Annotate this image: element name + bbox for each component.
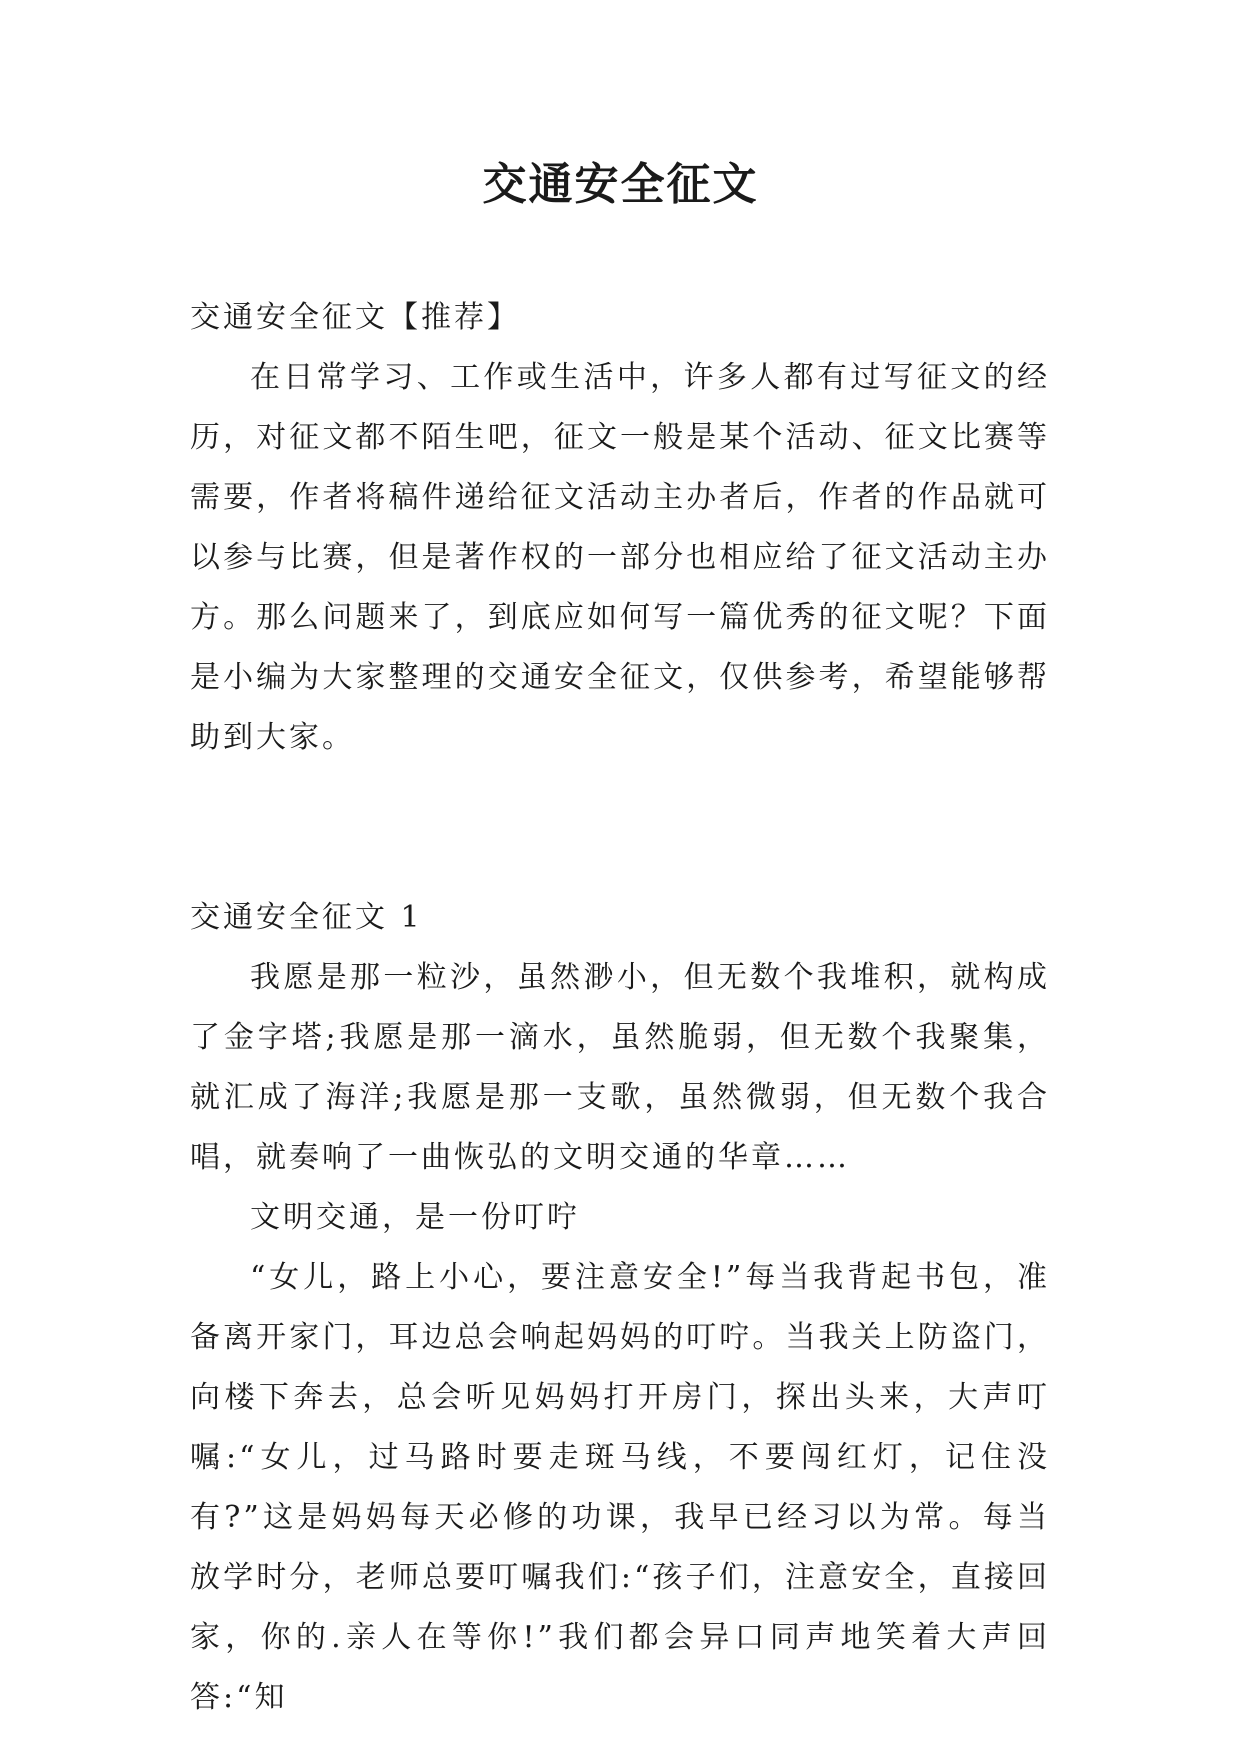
intro-heading: 交通安全征文【推荐】 xyxy=(190,300,520,335)
section-1-paragraph-2: 文明交通，是一份叮咛 xyxy=(250,1200,580,1235)
document-body xyxy=(190,288,1050,1728)
intro-paragraph: 在日常学习、工作或生活中，许多人都有过写征文的经历，对征文都不陌生吧，征文一般是某个活动、征文比赛等需要，作者将稿件递给征文活动主办者后，作者的作品就可以参与比赛，但是著作权的一部分也相应给了征文活动主办方。那么问题来了，到底应如何写一篇优秀的征文呢？下面是小编为大家整理的交通安全征文，仅供参考，希望能够帮助到大家。 xyxy=(190,360,1050,755)
section-1-paragraph-3: “女儿，路上小心，要注意安全!”每当我背起书包，准备离开家门，耳边总会响起妈妈的叮咛。当我关上防盗门，向楼下奔去，总会听见妈妈打开房门，探出头来，大声叮嘱:“女儿，过马路时要走斑马线，不要闯红灯，记住没有?”这是妈妈每天必修的功课，我早已经习以为常。每当放学时分，老师总要叮嘱我们:“孩子们，注意安全，直接回家，你的.亲人在等你!”我们都会异口同声地笑着大声回答:“知 xyxy=(190,1260,1050,1715)
document-title: 交通安全征文 xyxy=(482,159,759,210)
section-1-paragraph-1: 我愿是那一粒沙，虽然渺小，但无数个我堆积，就构成了金字塔;我愿是那一滴水，虽然脆弱，但无数个我聚集，就汇成了海洋;我愿是那一支歌，虽然微弱，但无数个我合唱，就奏响了一曲恢弘的文明交通的华章…… xyxy=(190,960,1050,1175)
section-1-heading: 交通安全征文 1 xyxy=(190,900,423,935)
section-spacer xyxy=(190,768,1050,888)
